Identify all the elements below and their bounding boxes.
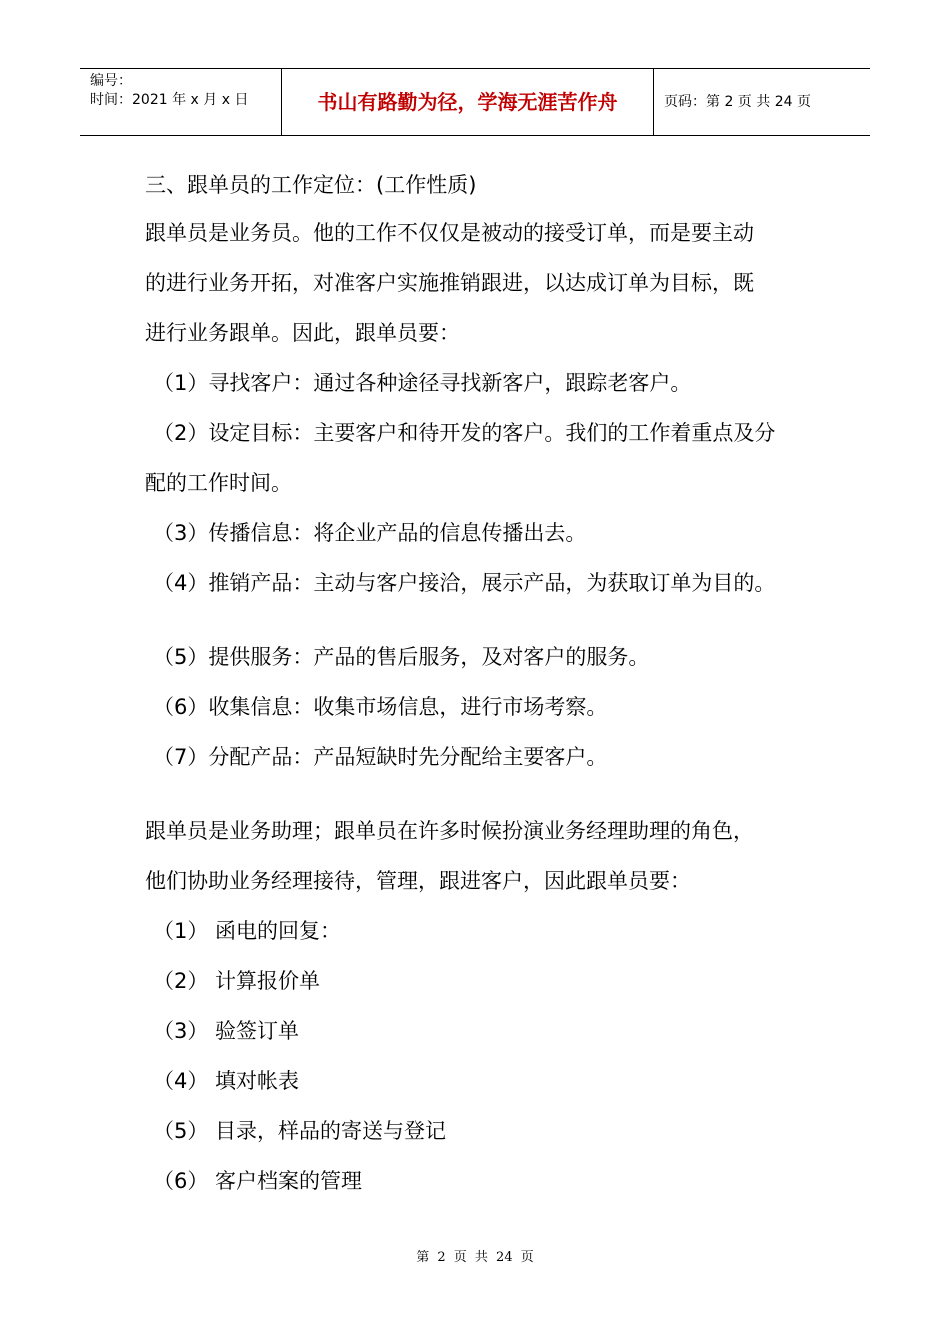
- list-item-continuation: 配的工作时间。: [145, 471, 292, 495]
- paragraph-line: 进行业务跟单。因此，跟单员要：: [145, 321, 460, 345]
- section-heading: 三、跟单员的工作定位：(工作性质): [145, 173, 477, 197]
- list-item: （4） 填对帐表: [153, 1069, 300, 1093]
- list-item: （2） 计算报价单: [153, 969, 321, 993]
- list-item: （7）分配产品：产品短缺时先分配给主要客户。: [153, 745, 608, 769]
- page-footer: 第 2 页 共 24 页: [416, 1250, 534, 1265]
- list-item: （3） 验签订单: [153, 1019, 300, 1043]
- list-item: （2）设定目标：主要客户和待开发的客户。我们的工作着重点及分: [153, 421, 776, 445]
- list-item: （4）推销产品：主动与客户接洽，展示产品，为获取订单为目的。: [153, 571, 776, 595]
- paragraph-line: 跟单员是业务员。他的工作不仅仅是被动的接受订单，而是要主动: [145, 221, 754, 245]
- header-page-info: 页码：第 2 页 共 24 页: [664, 94, 811, 110]
- paragraph-line: 跟单员是业务助理；跟单员在许多时候扮演业务经理助理的角色，: [145, 819, 754, 843]
- document-number-label: 编号：: [90, 73, 132, 89]
- paragraph-line: 他们协助业务经理接待，管理，跟进客户，因此跟单员要：: [145, 869, 691, 893]
- list-item: （6）收集信息：收集市场信息，进行市场考察。: [153, 695, 608, 719]
- list-item: （5） 目录，样品的寄送与登记: [153, 1119, 447, 1143]
- document-date: 时间：2021 年 x 月 x 日: [90, 92, 249, 108]
- header-meta: [80, 69, 282, 135]
- list-item: （5）提供服务：产品的售后服务，及对客户的服务。: [153, 645, 650, 669]
- list-item: （3）传播信息：将企业产品的信息传播出去。: [153, 521, 587, 545]
- page-header: [80, 68, 870, 136]
- list-item: （6） 客户档案的管理: [153, 1169, 363, 1193]
- list-item: （1） 函电的回复：: [153, 919, 342, 943]
- list-item: （1）寻找客户：通过各种途径寻找新客户，跟踪老客户。: [153, 371, 692, 395]
- paragraph-line: 的进行业务开拓，对准客户实施推销跟进，以达成订单为目标，既: [145, 271, 754, 295]
- header-motto: 书山有路勤为径，学海无涯苦作舟: [282, 69, 654, 135]
